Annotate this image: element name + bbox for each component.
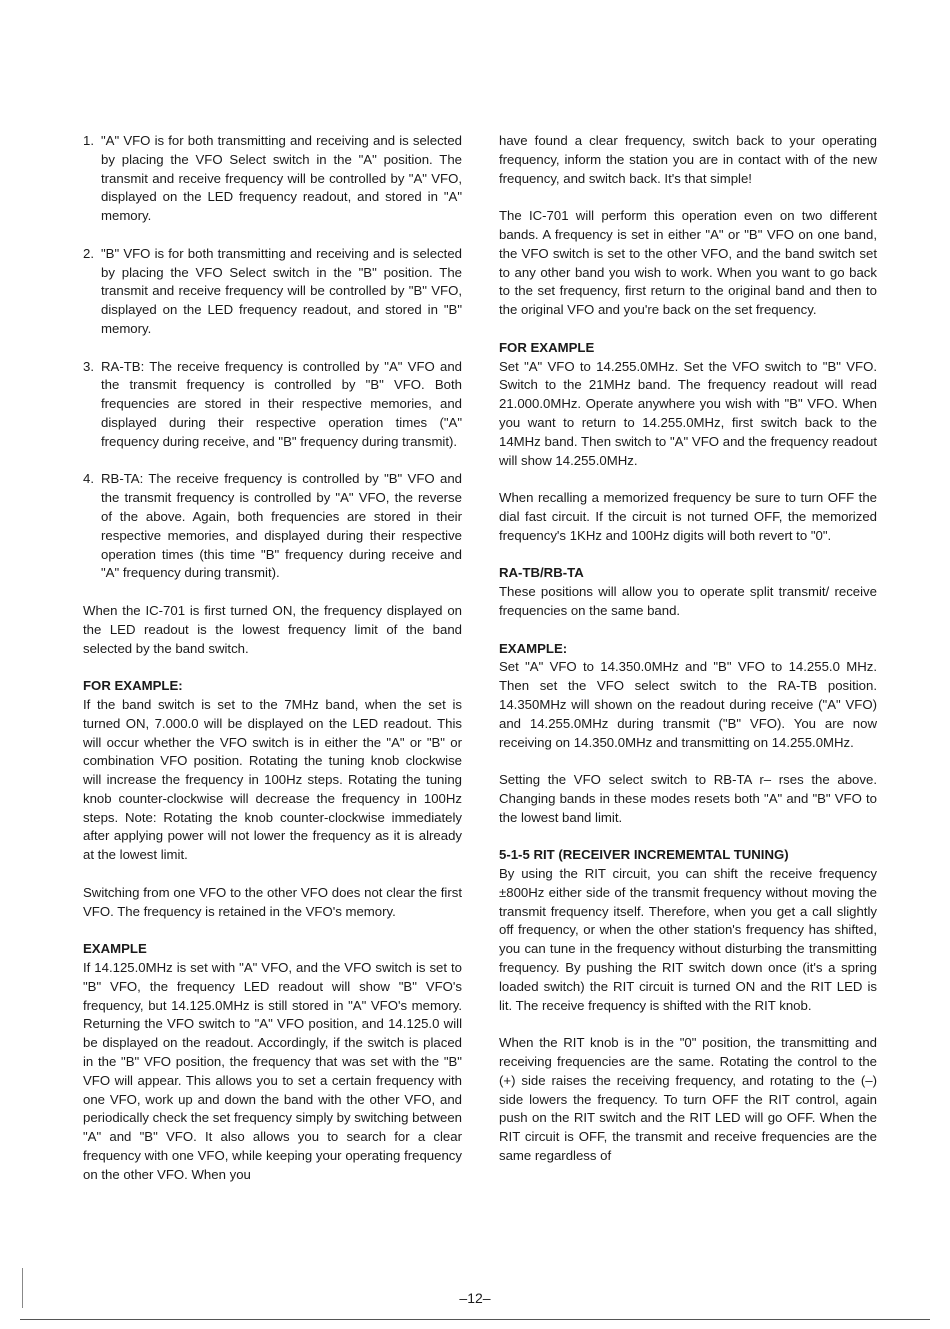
list-number: 3. xyxy=(83,358,94,374)
list-number: 1. xyxy=(83,133,94,148)
section-heading: FOR EXAMPLE xyxy=(499,339,595,355)
paragraph-recall: When recalling a memorized frequency be sure to turn OFF the dial fast circuit. If the circuit is not turned OFF, the memorized frequency's 1KHz and 100Hz digits will both revert to "0". xyxy=(499,490,877,543)
paragraph-14255-example: Set "A" VFO to 14.255.0MHz. Set the VFO switch to "B" VFO. Switch to the 21MHz band. The frequency readout will read 21.000.0MHz. Operate anywhere you wish with "B" VFO. When you want to return to 14.255.0MHz, first switch back to the 14MHz band. Then switch to "A" VFO and the frequency readout will show 14.255.0MHz. xyxy=(499,358,877,468)
list-number: 4. xyxy=(83,471,94,487)
paragraph-rit-knob: When the RIT knob is in the "0" position, the transmitting and receiving frequencies are the same. Rotating the control to the (+) side raises the receiving frequency, and rotating to the (–) side lowers the frequency. To turn OFF the RIT control, again push on the RIT switch and the RIT LED will go OFF. When the RIT circuit is OFF, the transmit and receive frequencies are the same regardless of xyxy=(499,1035,877,1164)
bottom-rule xyxy=(20,1319,930,1320)
list-text: RA-TB: The receive frequency is controlled by "A" VFO and the transmit frequency is controlled by "B" VFO. Both frequencies are stored in their respective memories, and displayed during their respective operation times ("A" frequency during receive, and "B" frequency during transmit). xyxy=(101,358,462,449)
right-column xyxy=(499,132,877,1166)
paragraph-rit: By using the RIT circuit, you can shift the receive frequency ±800Hz either side of the transmit frequency without moving the transmit frequency itself. Therefore, when you get a call slightly off frequency, or when the other station's frequency has shifted, you can tune in the frequency without disturbing the transmitting frequency. By pushing the RIT switch down once (it's a spring loaded switch) the RIT circuit is turned ON and the RIT LED is lit. The receive frequency is shifted with the RIT knob. xyxy=(499,866,877,1013)
section-heading: EXAMPLE: xyxy=(499,640,568,656)
list-item xyxy=(83,132,462,226)
section-heading: FOR EXAMPLE: xyxy=(83,678,183,694)
left-column xyxy=(83,132,462,1185)
paragraph-turn-on: When the IC-701 is first turned ON, the frequency displayed on the LED readout is the lowest frequency limit of the band selected by the band switch. xyxy=(83,602,462,656)
paragraph-14350-example: Set "A" VFO to 14.350.0MHz and "B" VFO to 14.255.0 MHz. Then set the VFO select switch to the RA-TB position. 14.350MHz will shown on the readout during receive ("A" VFO) and 14.255.0MHz during transmit ("B" VFO). You are now receiving on 14.350.0MHz and transmitting on 14.255.0MHz. xyxy=(499,659,877,750)
section-heading: RA-TB/RB-TA xyxy=(499,565,584,581)
paragraph-14125-example: If 14.125.0MHz is set with "A" VFO, and the VFO switch is set to "B" VFO, the frequency LED readout will show "B" VFO's frequency, but 14.125.0MHz is still stored in "A" VFO's memory. Returning the VFO switch to "A" VFO position, and 14.125.0 will be displayed on the readout. Accordingly, if the switch is placed in the "B" VFO position, the frequency that was set with the "B" VFO will appear. This allows you to set a certain frequency with one VFO, work up and down the band with the other VFO, and periodically check the set frequency simply by switching between "A" and "B" VFO. It also allows you to search for a clear frequency with one VFO, while keeping your operating frequency on the other VFO. When you xyxy=(83,960,462,1182)
list-text: "B" VFO is for both transmitting and receiving and is selected by placing the VFO Select switch in the "B" position. The transmit and receive frequency will be controlled by "B" VFO, displayed on the LED frequency readout, and stored in "B" memory. xyxy=(101,245,462,336)
section-heading-rit: 5-1-5 RIT (RECEIVER INCREMEMTAL TUNING) xyxy=(499,847,789,863)
section-heading: EXAMPLE xyxy=(83,941,147,957)
list-text: RB-TA: The receive frequency is controlled by "B" VFO and the transmit frequency is controlled by "A" VFO, the reverse of the above. Again, both frequencies are stored in their respective memories, and displayed during their respective operation times (this time "B" frequency during receive and "A" frequency during transmit). xyxy=(101,471,462,581)
paragraph-7mhz-example: If the band switch is set to the 7MHz band, when the set is turned ON, 7.000.0 will be displayed on the LED readout. This will occur whether the VFO switch is in either the "A" or "B" or combination VFO position. Rotating the tuning knob clockwise will increase the frequency in 100Hz steps. Rotating the tuning knob counter-clockwise will decrease the frequency in 100Hz steps. Note: Rotating the knob counter-clockwise immediately after applying power will not lower the frequency as it is already at the lowest limit. xyxy=(83,696,462,863)
list-number: 2. xyxy=(83,245,94,261)
paragraph-setting: Setting the VFO select switch to RB-TA r– rses the above. Changing bands in these modes resets both "A" and "B" VFO to the lowest band limit. xyxy=(499,772,877,825)
paragraph-ratb: These positions will allow you to operate split transmit/ receive frequencies on the same band. xyxy=(499,584,877,618)
list-item xyxy=(83,470,462,583)
page-number: –12– xyxy=(459,1290,491,1306)
paragraph-two-bands: The IC-701 will perform this operation even on two different bands. A frequency is set in either "A" or "B" VFO on one band, the VFO switch is set to the other VFO, and the band switch set to any other band you wish to work. When you want to go back to the set frequency, first return to the original band and then to the original VFO and you're back on the set frequency. xyxy=(499,208,877,318)
paragraph-switching: Switching from one VFO to the other VFO does not clear the first VFO. The frequency is retained in the VFO's memory. xyxy=(83,884,462,919)
list-item xyxy=(83,358,462,452)
list-text: "A" VFO is for both transmitting and receiving and is selected by placing the VFO Select switch in the "A" position. The transmit and receive frequency will be controlled by "A" VFO, displayed on the LED frequency readout, and stored in "A" memory. xyxy=(101,133,462,224)
paragraph-continued: have found a clear frequency, switch back to your operating frequency, inform the station you are in contact with of the new frequency, and switch back. It's that simple! xyxy=(499,133,877,186)
list-item xyxy=(83,245,462,339)
